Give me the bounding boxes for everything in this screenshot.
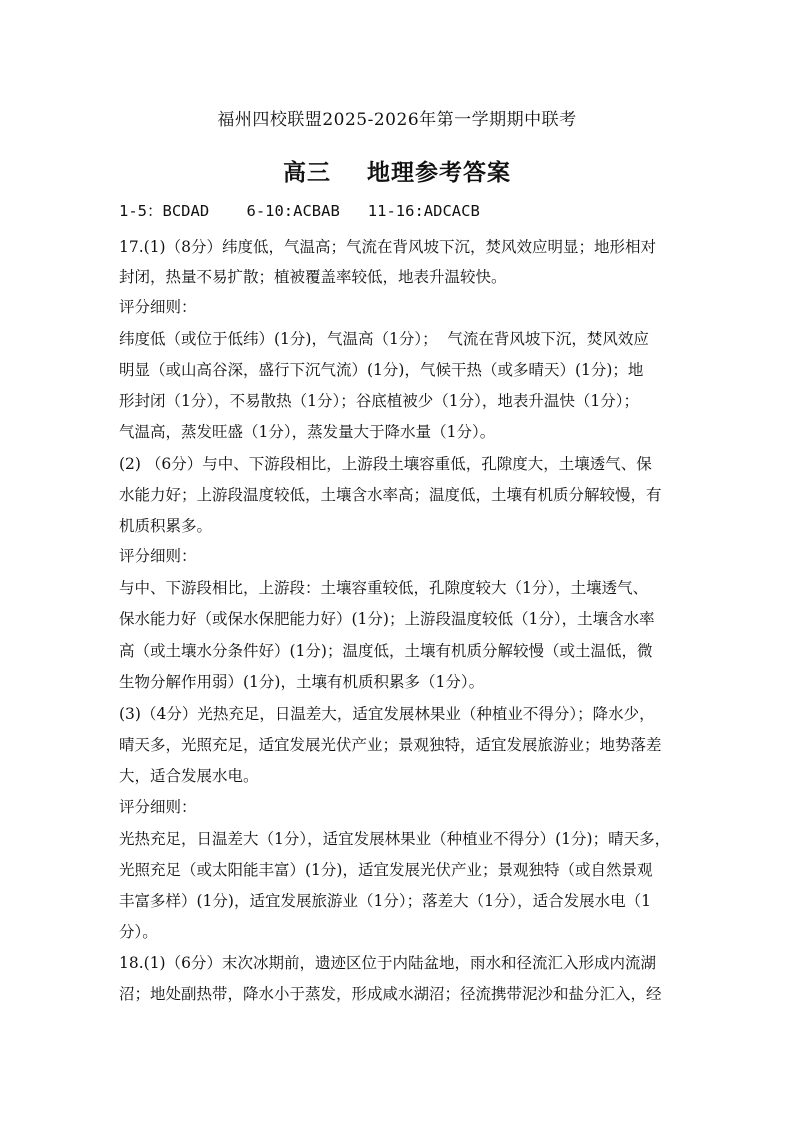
answer-line: 大，适合发展水电。 bbox=[119, 767, 259, 785]
answer-line: 光照充足（或太阳能丰富）(1分)，适宜发展光伏产业；景观独特（或自然景观 bbox=[119, 861, 653, 879]
answer-line: 纬度低（或位于低纬）(1分)，气温高（1分）； 气流在背风坡下沉，焚风效应 bbox=[119, 330, 649, 348]
answer-line: 晴天多，光照充足，适宜发展光伏产业；景观独特，适宜发展旅游业；地势落差 bbox=[119, 736, 662, 754]
answer-line: 气温高，蒸发旺盛（1分），蒸发量大于降水量（1分）。 bbox=[119, 423, 496, 441]
answer-line: 生物分解作用弱）(1分)，土壤有机质积累多（1分）。 bbox=[119, 673, 485, 691]
page-title: 高三 地理参考答案 bbox=[282, 160, 512, 186]
answer-line: 光热充足，日温差大（1分），适宜发展林果业（种植业不得分）(1分)；晴天多， bbox=[119, 830, 671, 848]
answer-line: 沼；地处副热带，降水小于蒸发，形成咸水湖沼；径流携带泥沙和盐分汇入，经 bbox=[119, 985, 662, 1003]
scoring-heading: 评分细则： bbox=[119, 798, 197, 816]
answer-line: 保水能力好（或保水保肥能力好）(1分)；上游段温度较低（1分），土壤含水率 bbox=[119, 610, 655, 628]
answer-line: 形封闭（1分），不易散热（1分）；谷底植被少（1分），地表升温快（1分）； bbox=[119, 392, 639, 410]
answer-line: 分）。 bbox=[119, 923, 158, 941]
answer-line: 18.(1)（6分）末次冰期前，遗迹区位于内陆盆地，雨水和径流汇入形成内流湖 bbox=[119, 954, 656, 972]
exam-header: 福州四校联盟2025-2026年第一学期期中联考 bbox=[217, 110, 577, 130]
scoring-heading: 评分细则： bbox=[119, 547, 197, 565]
answer-line: 与中、下游段相比，上游段：土壤容重较低，孔隙度较大（1分），土壤透气、 bbox=[119, 579, 649, 597]
answer-line: 封闭，热量不易扩散；植被覆盖率较低，地表升温较快。 bbox=[119, 268, 507, 286]
answer-line: 17.(1)（8分）纬度低，气温高；气流在背风坡下沉，焚风效应明显；地形相对 bbox=[119, 238, 656, 256]
answer-line: 丰富多样）(1分)，适宜发展旅游业（1分）；落差大（1分），适合发展水电（1 bbox=[119, 892, 652, 910]
answer-line: 机质积累多。 bbox=[119, 517, 213, 535]
scoring-heading: 评分细则： bbox=[119, 298, 197, 316]
answer-line: 水能力好；上游段温度较低，土壤含水率高；温度低，土壤有机质分解较慢，有 bbox=[119, 486, 662, 504]
answer-line: 高（或土壤水分条件好）(1分)；温度低，土壤有机质分解较慢（或土温低，微 bbox=[119, 642, 653, 660]
multiple-choice-answers: 1-5：BCDAD 6-10:ACBAB 11-16:ADCACB bbox=[119, 202, 480, 220]
answer-line: (2) （6分）与中、下游段相比，上游段土壤容重低，孔隙度大，土壤透气、保 bbox=[119, 455, 652, 473]
answer-line: (3)（4分）光热充足，日温差大，适宜发展林果业（种植业不得分）；降水少， bbox=[119, 705, 655, 723]
answer-line: 明显（或山高谷深，盛行下沉气流）(1分)，气候干热（或多晴天）(1分)；地 bbox=[119, 361, 644, 379]
